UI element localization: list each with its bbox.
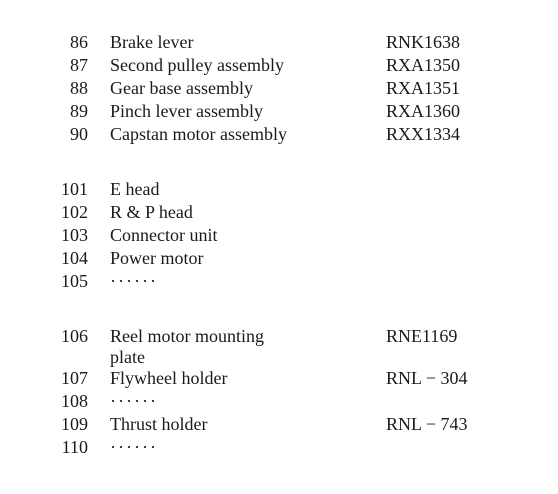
parts-row-101 [0, 178, 558, 200]
part-code: RXA1351 [386, 78, 461, 98]
parts-row-108 [0, 390, 558, 412]
part-description-ellipsis: ······ [110, 437, 158, 457]
part-number: 104 [61, 248, 88, 268]
part-description: Second pulley assembly [110, 55, 284, 75]
part-description: Capstan motor assembly [110, 124, 287, 144]
part-number: 88 [70, 78, 88, 98]
part-code: RXX1334 [386, 124, 461, 144]
parts-row-107 [0, 367, 558, 389]
part-number: 87 [70, 55, 88, 75]
part-description: plate [110, 347, 145, 367]
part-number: 102 [61, 202, 88, 222]
parts-row-102 [0, 201, 558, 223]
part-description: E head [110, 179, 160, 199]
part-number: 110 [61, 437, 88, 457]
parts-row-106 [0, 325, 558, 347]
part-description: Pinch lever assembly [110, 101, 263, 121]
part-number: 105 [61, 271, 88, 291]
part-code: RNE1169 [386, 326, 458, 346]
part-code: RNL − 304 [386, 368, 468, 388]
parts-row-106-continued [0, 346, 558, 368]
part-description-ellipsis: ······ [110, 391, 158, 411]
part-description: Flywheel holder [110, 368, 228, 388]
part-number: 107 [61, 368, 88, 388]
parts-row-88 [0, 77, 558, 99]
part-description: Thrust holder [110, 414, 208, 434]
part-number: 86 [70, 32, 88, 52]
part-description: Power motor [110, 248, 204, 268]
part-description: R & P head [110, 202, 193, 222]
part-number: 109 [61, 414, 88, 434]
part-number: 101 [61, 179, 88, 199]
parts-row-89 [0, 100, 558, 122]
parts-row-104 [0, 247, 558, 269]
part-number: 90 [70, 124, 88, 144]
parts-row-90 [0, 123, 558, 145]
parts-row-105 [0, 270, 558, 292]
part-description: Reel motor mounting [110, 326, 264, 346]
part-number: 103 [61, 225, 88, 245]
parts-row-103 [0, 224, 558, 246]
parts-row-110 [0, 436, 558, 458]
part-description: Gear base assembly [110, 78, 253, 98]
part-description: Brake lever [110, 32, 194, 52]
parts-row-87 [0, 54, 558, 76]
part-code: RNK1638 [386, 32, 461, 52]
part-code: RXA1350 [386, 55, 461, 75]
part-number: 108 [61, 391, 88, 411]
parts-row-86 [0, 31, 558, 53]
parts-row-109 [0, 413, 558, 435]
part-number: 106 [61, 326, 88, 346]
part-description-ellipsis: ······ [110, 271, 158, 291]
part-number: 89 [70, 101, 88, 121]
part-code: RNL − 743 [386, 414, 468, 434]
part-description: Connector unit [110, 225, 218, 245]
part-code: RXA1360 [386, 101, 461, 121]
